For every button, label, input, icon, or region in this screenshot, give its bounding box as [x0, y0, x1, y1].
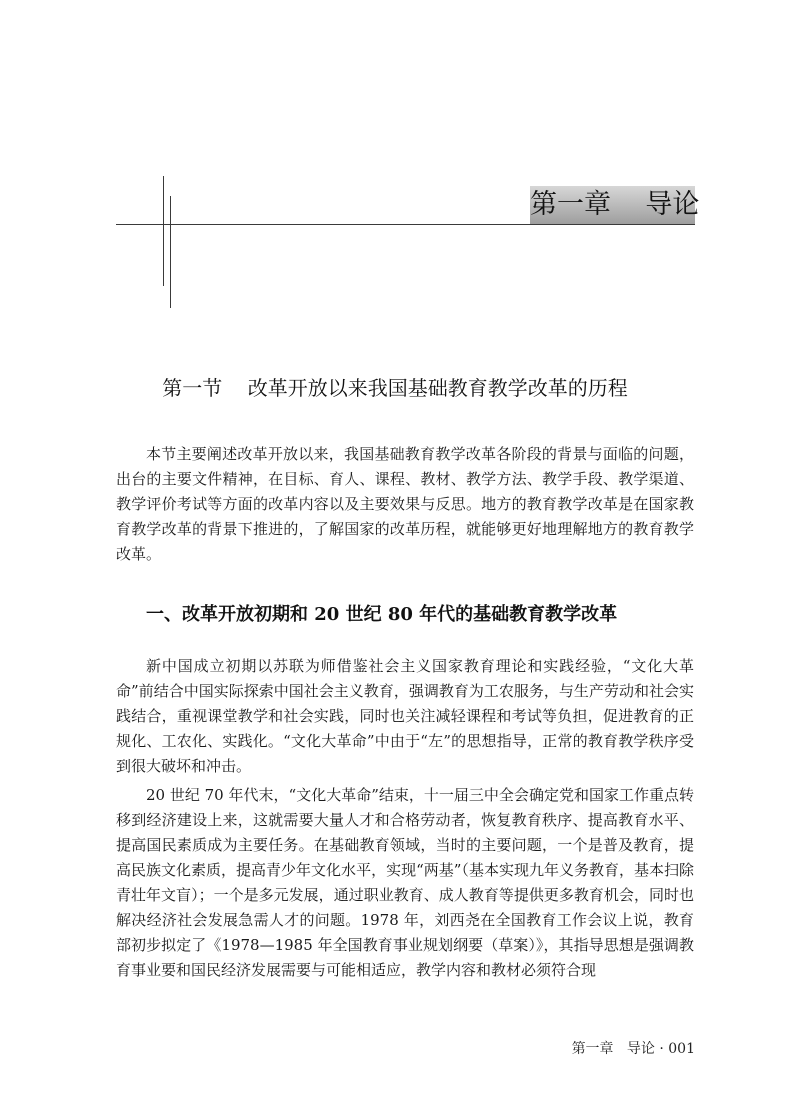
body-paragraph: 20 世纪 70 年代末，“文化大革命”结束，十一届三中全会确定党和国家工作重点转移到经济建设上来，这就需要大量人才和合格劳动者，恢复教育秩序、提高教育水平、提高国民素质成为主要任务。在基础教育领域，当时的主要问题，一个是普及教育，提高民族文化素质，提高青少年文化水平，实现“两基”（基本实现九年义务教育，基本扫除青壮年文盲）；一个是多元发展，通过职业教育、成人教育等提供更多教育机会，同时也解决经济社会发展急需人才的问题。1978 年，刘西尧在全国教育工作会议上说，教育部初步拟定了《1978—1985 年全国教育事业规划纲要（草案）》，其指导思想是强调教育事业要和国民经济发展需要与可能相适应，教学内容和教材必须符合现: [116, 786, 694, 979]
intro-paragraph: 本节主要阐述改革开放以来，我国基础教育教学改革各阶段的背景与面临的问题，出台的主要文件精神，在目标、育人、课程、教材、教学方法、教学手段、教学渠道、教学评价考试等方面的改革内容以及主要效果与反思。地方的教育教学改革是在国家教育教学改革的背景下推进的，了解国家的改革历程，就能够更好地理解地方的教育教学改革。: [116, 445, 694, 563]
section-title: 第一节 改革开放以来我国基础教育教学改革的历程: [162, 376, 628, 400]
decorative-vertical-line-right: [170, 196, 171, 308]
page-footer: 第一章 导论 · 001: [571, 1041, 695, 1057]
chapter-title: 第一章 导论: [530, 189, 700, 220]
subsection-heading: 一、改革开放初期和 20 世纪 80 年代的基础教育教学改革: [146, 604, 618, 625]
chapter-rule: [116, 224, 695, 225]
body-paragraph: 新中国成立初期以苏联为师借鉴社会主义国家教育理论和实践经验，“文化大革命”前结合中国实际探索中国社会主义教育，强调教育为工农服务，与生产劳动和社会实践结合，重视课堂教学和社会实践，同时也关注减轻课程和考试等负担，促进教育的正规化、工农化、实践化。“文化大革命”中由于“左”的思想指导，正常的教育教学秩序受到很大破坏和冲击。: [116, 657, 694, 775]
decorative-vertical-line-left: [163, 176, 164, 286]
